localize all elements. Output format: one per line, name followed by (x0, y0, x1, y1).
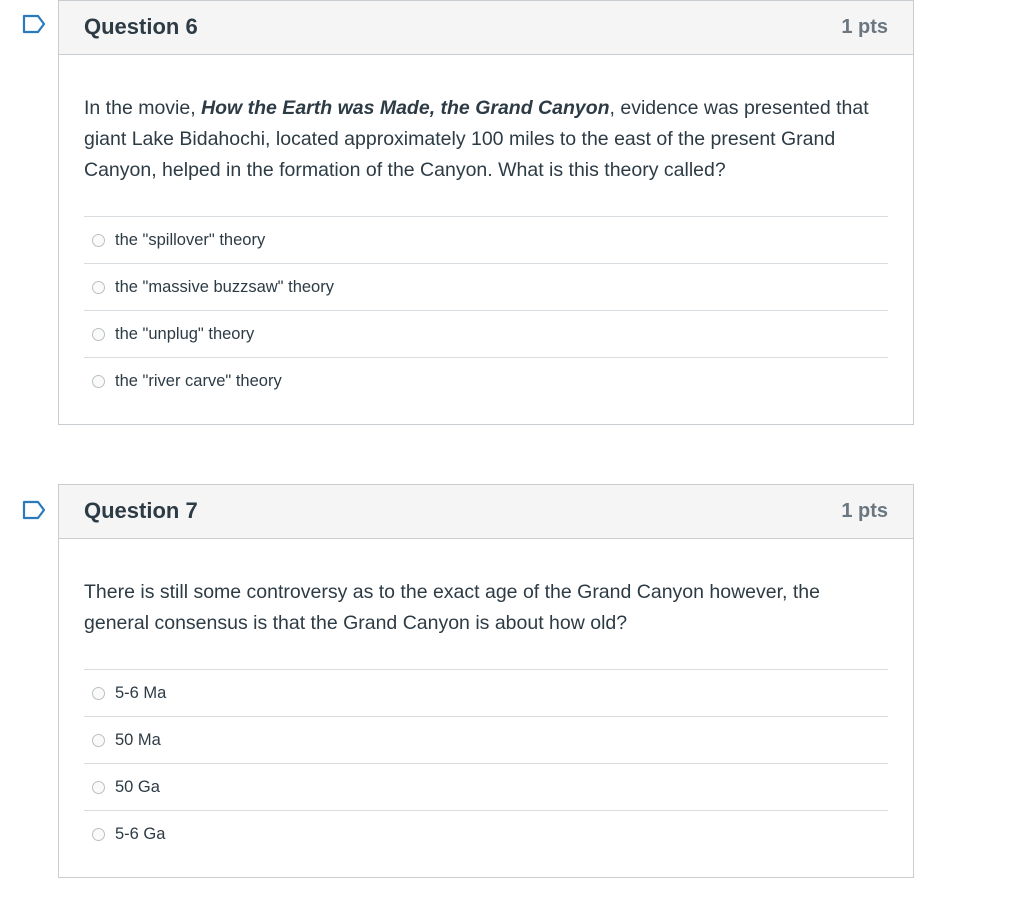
flag-question-icon[interactable] (22, 500, 46, 520)
answer-label: the "massive buzzsaw" theory (115, 277, 334, 296)
radio-unchecked-icon[interactable] (92, 234, 105, 247)
radio-unchecked-icon[interactable] (92, 781, 105, 794)
answer-list (84, 216, 888, 404)
radio-unchecked-icon[interactable] (92, 828, 105, 841)
question-body (59, 539, 913, 877)
answer-option[interactable] (84, 717, 888, 764)
question-header (59, 1, 913, 55)
question-text-prefix: In the movie, (84, 97, 202, 119)
question-text: There is still some controversy as to the exact age of the Grand Canyon however, the general consensus is that the Grand Canyon is about how old? (84, 581, 820, 634)
answer-label: 50 Ma (115, 730, 161, 749)
answer-option[interactable] (84, 811, 888, 857)
answer-option[interactable] (84, 264, 888, 311)
question-title: Question 7 (84, 498, 198, 523)
question-6 (58, 0, 914, 425)
answer-label: 50 Ga (115, 777, 160, 796)
question-7 (58, 484, 914, 878)
movie-title: How the Earth was Made, the Grand Canyon (201, 97, 610, 119)
answer-label: 5-6 Ma (115, 683, 167, 702)
radio-unchecked-icon[interactable] (92, 281, 105, 294)
question-text-suffix: , evidence was presented that giant Lake Bidahochi, located approximately 100 miles to the east of the present Grand Canyon, helped in the formation of the Canyon. What is this theory called? (84, 97, 869, 181)
radio-unchecked-icon[interactable] (92, 734, 105, 747)
answer-option[interactable] (84, 311, 888, 358)
answer-option[interactable] (84, 764, 888, 811)
answer-option[interactable] (84, 217, 888, 264)
answer-list (84, 669, 888, 857)
radio-unchecked-icon[interactable] (92, 375, 105, 388)
question-body (59, 55, 913, 424)
question-points: 1 pts (841, 16, 888, 38)
answer-option[interactable] (84, 358, 888, 404)
answer-label: the "unplug" theory (115, 324, 255, 343)
question-text (84, 93, 888, 186)
radio-unchecked-icon[interactable] (92, 687, 105, 700)
answer-option[interactable] (84, 670, 888, 717)
flag-question-icon[interactable] (22, 14, 46, 34)
answer-label: the "spillover" theory (115, 230, 266, 249)
radio-unchecked-icon[interactable] (92, 328, 105, 341)
question-header (59, 485, 913, 539)
answer-label: the "river carve" theory (115, 371, 282, 390)
answer-label: 5-6 Ga (115, 824, 166, 843)
question-title: Question 6 (84, 14, 198, 39)
question-points: 1 pts (841, 500, 888, 522)
